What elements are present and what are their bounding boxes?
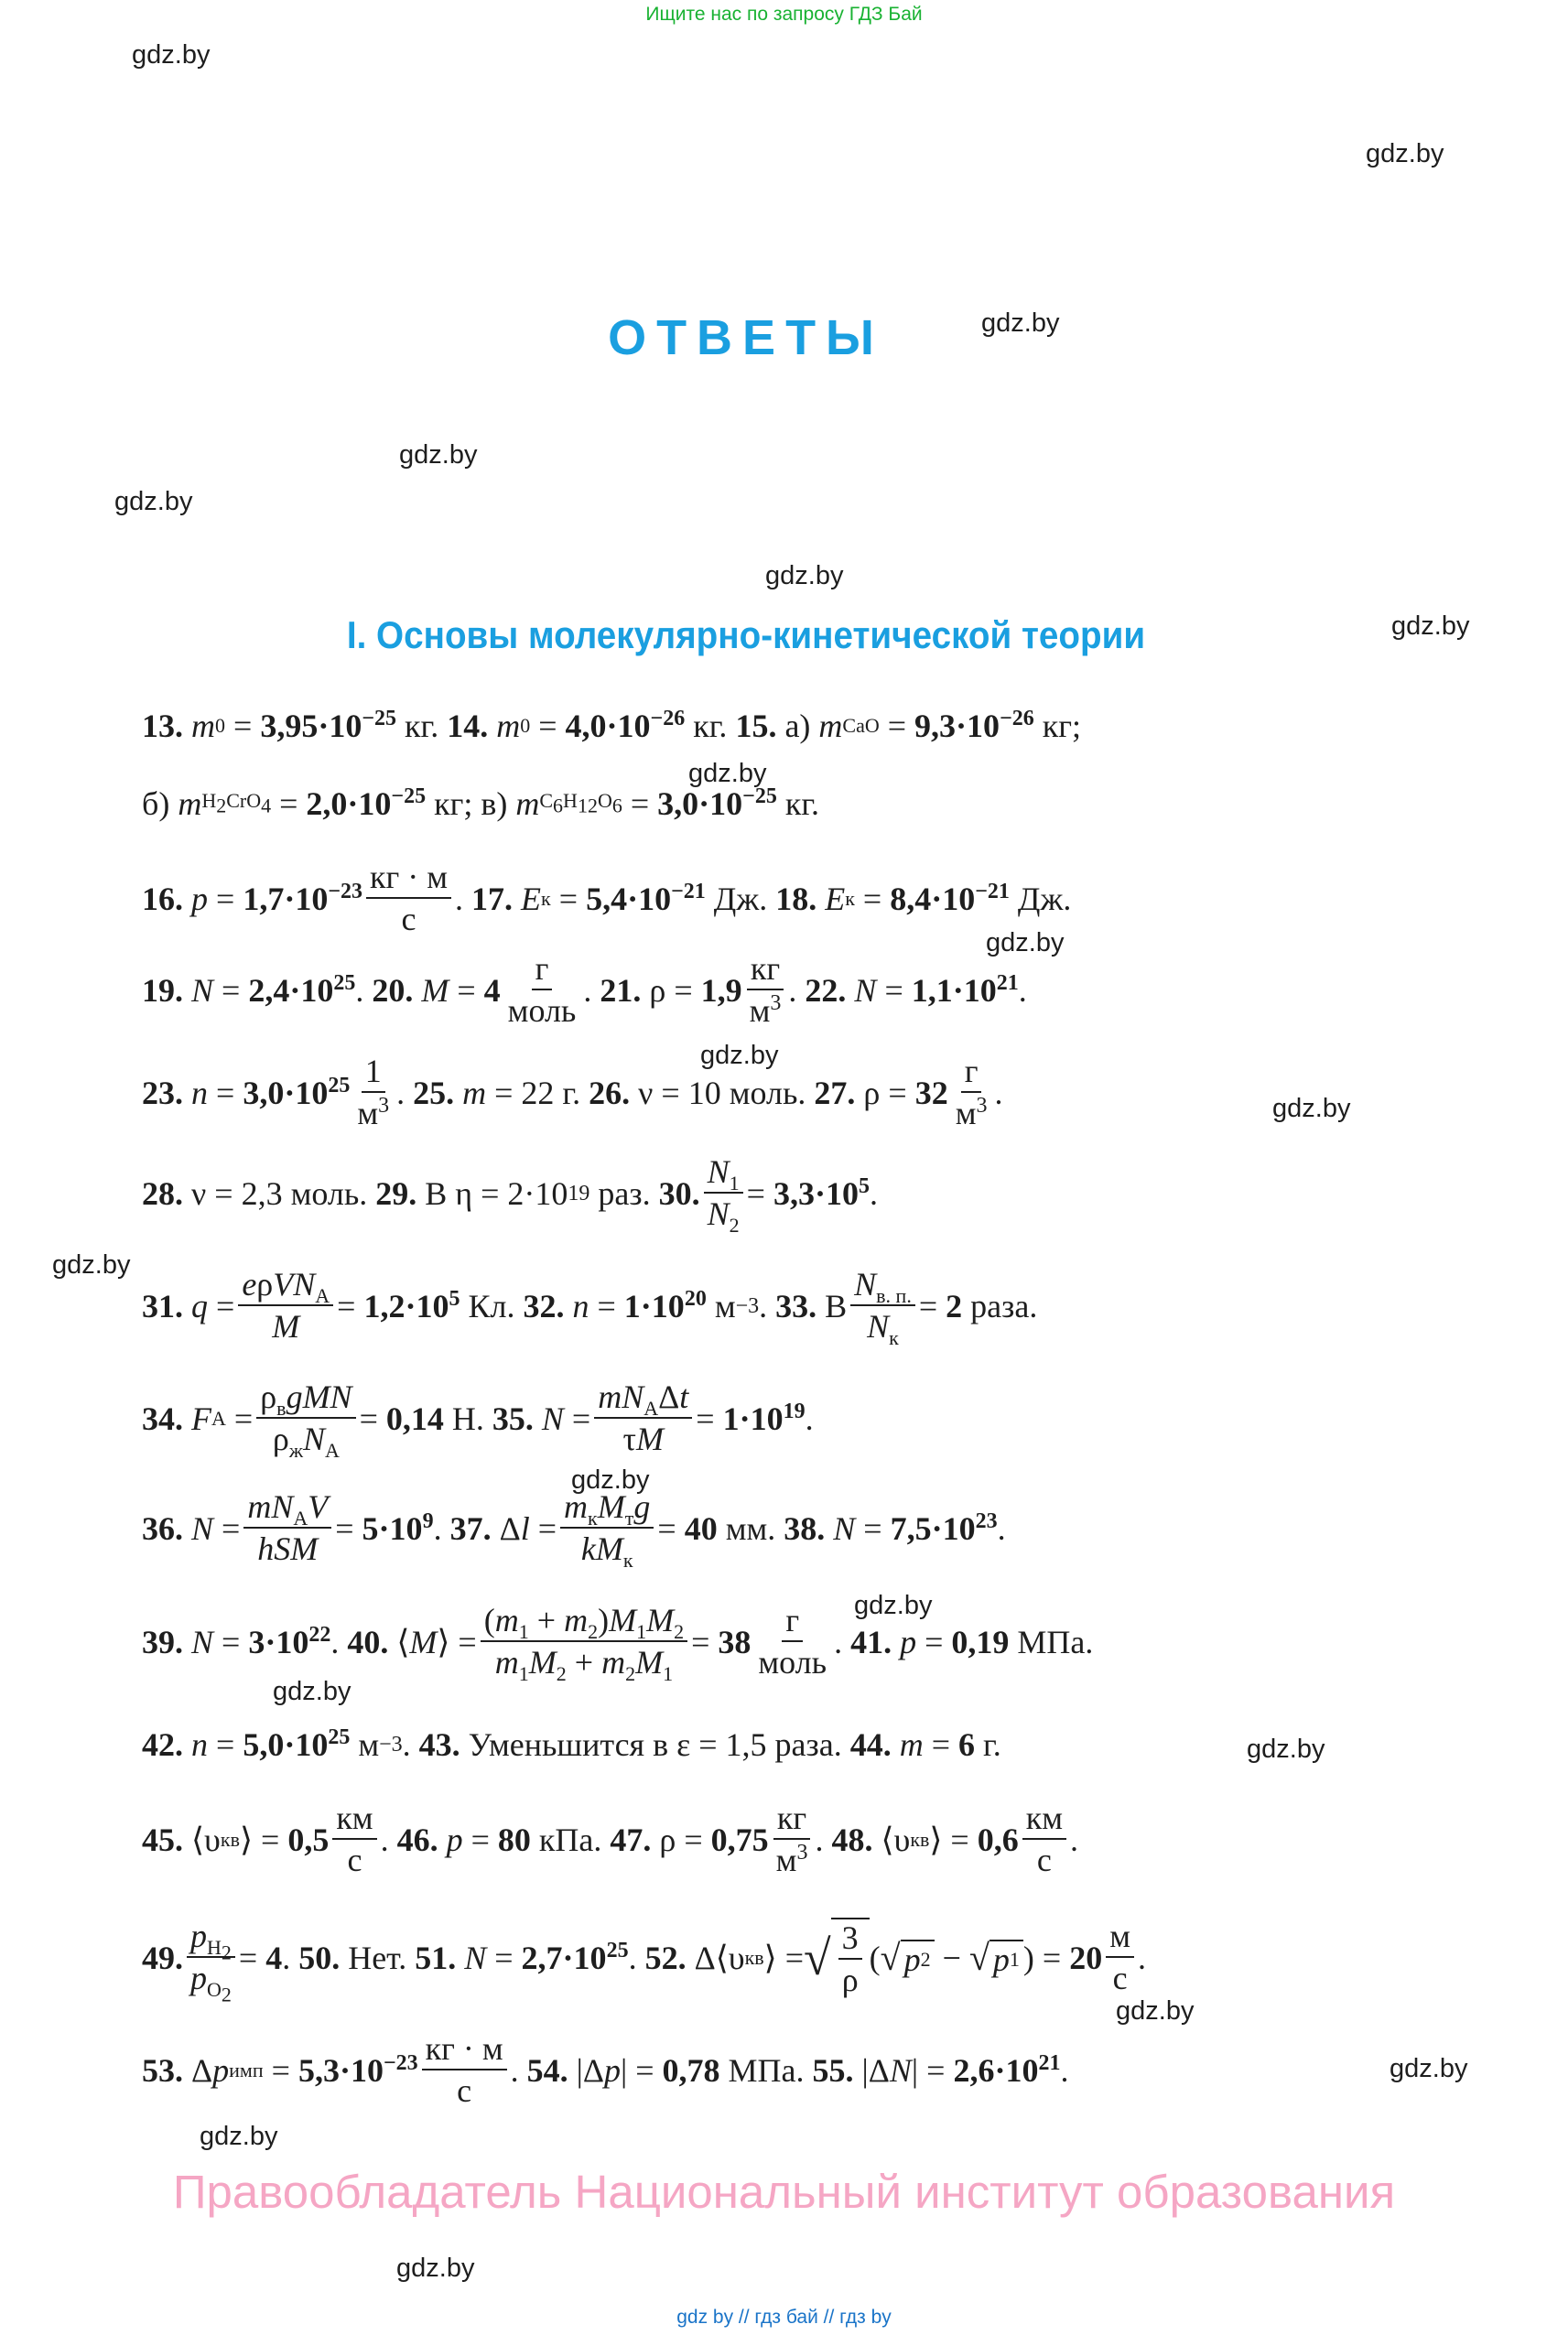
answer-line: 34. F A = $\frac{\rho_вgMN}{\rho_жN_A}$ = 0,14 Н. 35. N = $\frac{mN_A\Delta t}{\tau M}$ = $1\cdot 10^{19}$ . <box>142 1378 814 1462</box>
watermark: gdz.by <box>1247 1735 1325 1764</box>
watermark: gdz.by <box>132 40 211 70</box>
answer-line: 13. m 0 = $3,95\cdot 10^{-25}$ кг. 14. m 0 = $4,0\cdot 10^{-26}$ кг. 15. а) m CaO = $9,3\cdot 10^{-26}$ кг; <box>142 707 1082 744</box>
answer-line: 53. Δ p имп = $5,3\cdot 10^{-23}$ $\frac{кг \cdot м}{с}$ . 54. |Δ p | = 0,78 МПа. 55. |Δ N | = $2,6\cdot 10^{21}$ . <box>142 2030 1069 2109</box>
answer-line: 45. ⟨υ кв ⟩ = 0,5 $\frac{км}{с}$ . 46. p = 80 кПа. 47. ρ = 0,75 $\frac{кг}{м^3}$ . 48. ⟨υ кв ⟩ = 0,6 $\frac{км}{с}$ . <box>142 1800 1079 1878</box>
answer-line: 31. q = $\frac{e\rho VN_A}{M}$ = $1,2\cdot 10^5$ Кл. 32. n = $1\cdot 10^{20}$ м −3 . 33. В $\frac{N_{в. п.}}{N_к}$ = 2 раза. <box>142 1266 1038 1349</box>
answer-line: 49. $\frac{p_{H_2}}{p_{O_2}}$ = 4 . 50. Нет. 51. N = $2,7\cdot 10^{25}$ . 52. Δ⟨υ кв ⟩ = √ $\frac{3}{\rho}$ ( √ p 2 − √ p 1 ) = 20 $\frac{м}{с}$ . <box>142 1918 1146 2006</box>
footer-links[interactable]: gdz by // гдз бай // гдз by <box>676 2307 892 2328</box>
answer-line: 28. ν = 2,3 моль. 29. В η = 2·10 19 раз. 30. $\frac{N_1}{N_2}$ = $3,3\cdot 10^5$ . <box>142 1153 878 1237</box>
watermark: gdz.by <box>1366 139 1444 168</box>
watermark: gdz.by <box>52 1250 131 1280</box>
watermark: gdz.by <box>114 487 193 516</box>
copyright-notice: Правообладатель Национальный институт образования <box>172 2166 1396 2218</box>
watermark: gdz.by <box>700 1041 779 1070</box>
watermark: gdz.by <box>1272 1094 1351 1123</box>
section-title: I. Основы молекулярно-кинетической теории <box>346 613 1146 656</box>
answer-line: 23. n = $3,0\cdot 10^{25}$ $\frac{1}{м^3}$ . 25. m = 22 г. 26. ν = 10 моль. 27. ρ = 32 $\frac{г}{м^3}$ . <box>142 1053 1003 1131</box>
answer-line: 42. n = $5,0\cdot 10^{25}$ м −3 . 43. Уменьшится в ε = 1,5 раза. 44. m = 6 г. <box>142 1725 1001 1763</box>
watermark: gdz.by <box>854 1591 933 1620</box>
watermark: gdz.by <box>986 928 1065 957</box>
answer-line: б) m $H_2CrO_4$ = $2,0\cdot 10^{-25}$ кг; в) m $C_6H_{12}O_6$ = $3,0\cdot 10^{-25}$ кг. <box>142 784 820 822</box>
answer-line: 19. N = $2,4\cdot 10^{25}$ . 20. M = 4 $\frac{г}{\text{моль}}$ . 21. ρ = 1,9 $\frac{кг}{м^3}$ . 22. N = $1,1\cdot 10^{21}$ . <box>142 950 1027 1029</box>
watermark: gdz.by <box>399 440 478 470</box>
search-note: Ищите нас по запросу ГДЗ Бай <box>645 4 923 25</box>
watermark: gdz.by <box>688 759 767 788</box>
watermark: gdz.by <box>396 2254 475 2283</box>
watermark: gdz.by <box>1391 611 1470 641</box>
answer-line: 39. N = $3\cdot 10^{22}$ . 40. ⟨ M ⟩ = $\frac{(m_1 + m_2)M_1M_2}{m_1M_2 + m_2M_1}$ = 38 $\frac{г}{\text{моль}}$ . 41. p = 0,19 МПа. <box>142 1602 1094 1685</box>
page-title: ОТВЕТЫ <box>608 310 884 365</box>
watermark: gdz.by <box>765 561 844 590</box>
watermark: gdz.by <box>1390 2054 1468 2083</box>
watermark: gdz.by <box>273 1677 351 1706</box>
answer-line: 16. p = $1,7\cdot 10^{-23}$ $\frac{кг \cdot м}{с}$ . 17. E к = $5,4\cdot 10^{-21}$ Дж. 18. E к = $8,4\cdot 10^{-21}$ Дж. <box>142 859 1072 937</box>
watermark: gdz.by <box>981 308 1060 338</box>
watermark: gdz.by <box>1116 1996 1195 2026</box>
answer-line: 36. N = $\frac{mN_AV}{\text{hSM}}$ = $5\cdot 10^9$ . 37. Δ l = $\frac{m_кM_тg}{kM_к}$ = 40 мм. 38. N = $7,5\cdot 10^{23}$ . <box>142 1488 1006 1572</box>
watermark: gdz.by <box>200 2122 278 2151</box>
watermark: gdz.by <box>571 1465 650 1495</box>
